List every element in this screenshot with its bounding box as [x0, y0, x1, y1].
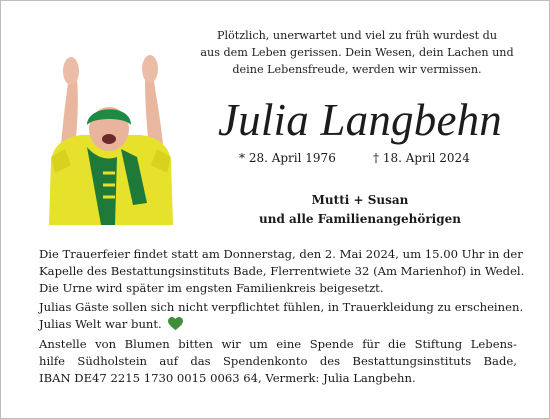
- dress-code-paragraph: [39, 299, 524, 333]
- colorful-world-text: Julias Welt war bunt.: [39, 317, 162, 332]
- word: Stiftung: [414, 336, 463, 351]
- funeral-paragraph: [39, 246, 525, 296]
- poem-line: Plötzlich, unerwartet und viel zu früh wurdest du: [216, 29, 498, 42]
- iban-line: IBAN DE47 2215 1730 0015 0063 64, Vermerk: Julia Langbehn.: [39, 370, 416, 385]
- family-line: und alle Familienangehörigen: [259, 212, 461, 226]
- notice-body: [39, 246, 525, 389]
- word: eine: [276, 336, 302, 351]
- family-line: Mutti + Susan: [311, 193, 409, 207]
- deceased-name: Julia Langbehn: [217, 95, 503, 145]
- word: von: [95, 336, 117, 351]
- word: auf: [159, 353, 179, 368]
- word: Lebens-: [470, 336, 517, 351]
- word: Bestattungsinstituts: [352, 353, 472, 368]
- family-signature: [215, 191, 505, 229]
- word: Bade,: [483, 353, 517, 368]
- word: bitten: [178, 336, 213, 351]
- word: die: [388, 336, 407, 351]
- text-line: Die Urne wird später im engsten Familienkreis beigesetzt.: [39, 280, 384, 295]
- word: Südholstein: [77, 353, 148, 368]
- word: Spendenkonto: [222, 353, 308, 368]
- birth-date: * 28. April 1976: [239, 151, 336, 165]
- death-date: † 18. April 2024: [373, 151, 470, 165]
- text-line: [39, 316, 517, 333]
- word: um: [249, 336, 268, 351]
- donation-paragraph: [39, 336, 517, 386]
- word: Spende: [309, 336, 354, 351]
- word: des: [319, 353, 341, 368]
- word: Anstelle: [39, 336, 87, 351]
- memorial-poem: [197, 27, 517, 79]
- poem-line: aus dem Leben gerissen. Dein Wesen, dein Lachen und: [200, 46, 514, 60]
- word: hilfe: [39, 353, 66, 368]
- text-line: [39, 336, 517, 353]
- portrait-photo: [47, 53, 175, 225]
- heart-icon: [168, 317, 183, 331]
- word: für: [362, 336, 380, 351]
- text-line: Julias Gäste sollen sich nicht verpflichtet fühlen, in Trauerkleidung zu erscheinen.: [39, 300, 524, 315]
- word: das: [190, 353, 211, 368]
- text-line: Kapelle des Bestattungsinstituts Bade, Flerrentwiete 32 (Am Marienhof) in Wedel.: [39, 263, 525, 278]
- text-line: [39, 353, 517, 370]
- word: Blumen: [124, 336, 170, 351]
- poem-line: deine Lebensfreude, werden wir vermissen.: [232, 63, 482, 77]
- text-line: Die Trauerfeier findet statt am Donnerstag, den 2. Mai 2024, um 15.00 Uhr in der: [39, 247, 523, 261]
- word: wir: [221, 336, 241, 351]
